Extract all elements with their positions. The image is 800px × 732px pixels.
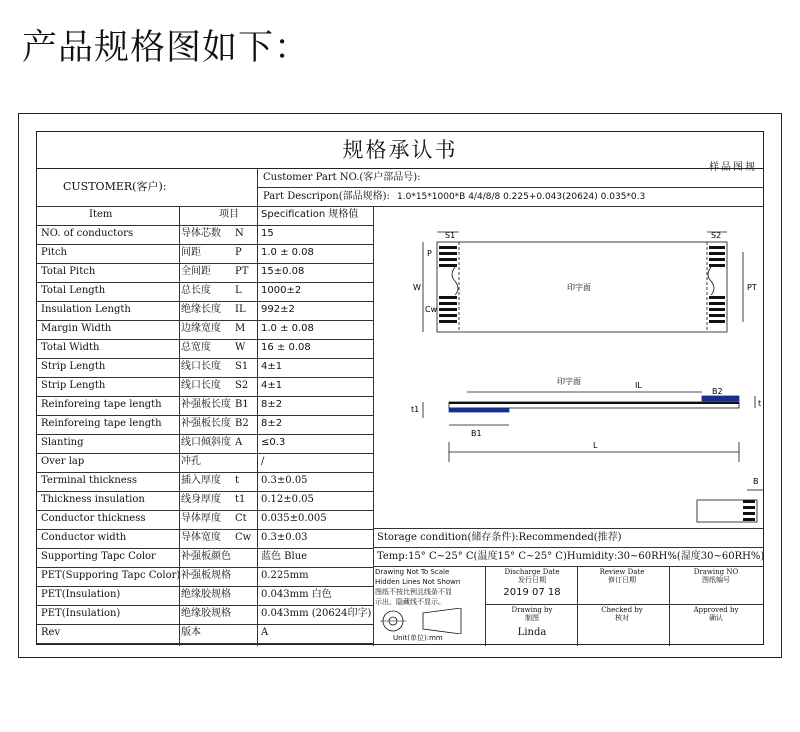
spec-row-label-en: Total Pitch — [41, 266, 96, 277]
spec-sheet-inner — [36, 131, 764, 645]
spec-row-value: 15 — [261, 228, 274, 239]
spec-row-value: 0.043mm 白色 — [261, 589, 332, 600]
spec-row-label-en: Strip Length — [41, 380, 106, 391]
approved-by-label: Approved by — [693, 606, 739, 614]
spec-sheet — [18, 113, 782, 658]
spec-row-label-cn: 线口长度 — [181, 361, 221, 372]
spec-row-label-cn: 线口长度 — [181, 380, 221, 391]
spec-row-label-cn: 间距 — [181, 247, 201, 258]
spec-row-value: 4±1 — [261, 361, 283, 372]
spec-row-label-cn: 绝缘胶规格 — [181, 589, 231, 600]
note-cn-1: 图纸不按比例且线条不显 — [375, 588, 452, 596]
divider — [37, 244, 373, 245]
temperature-humidity: Temp:15° C~25° C(温度15° C~25° C)Humidity:30~60RH%(湿度30~60RH%) — [377, 551, 765, 562]
spec-row-label-en: Thickness insulation — [41, 494, 145, 505]
spec-row-label-cn: 补强板长度 — [181, 418, 231, 429]
spec-row-label-en: PET(Insulation) — [41, 589, 121, 600]
spec-row-label-cn: 总长度 — [181, 285, 211, 296]
spec-row-symbol: Cw — [235, 532, 252, 543]
label-il: IL — [635, 381, 642, 390]
discharge-date-label: Discharge Date — [504, 568, 560, 576]
spec-row-label-en: Margin Width — [41, 323, 112, 334]
drawing-by-label-cn: 制图 — [525, 614, 539, 622]
spec-row-label-cn: 绝缘长度 — [181, 304, 221, 315]
spec-row-symbol: PT — [235, 266, 249, 277]
spec-row-label-cn: 线身厚度 — [181, 494, 221, 505]
discharge-date-value: 2019 07 18 — [503, 587, 561, 598]
spec-row-value: 1.0 ± 0.08 — [261, 247, 314, 258]
review-date-label: Review Date — [599, 568, 645, 576]
storage-condition: Storage condition(储存条件):Recommended(推荐) — [377, 532, 622, 543]
spec-row-symbol: Ct — [235, 513, 247, 524]
spec-row-symbol: IL — [235, 304, 246, 315]
header-spec: Specification 规格值 — [261, 209, 359, 220]
spec-row-label-en: PET(Insulation) — [41, 608, 121, 619]
label-b1: B1 — [471, 429, 482, 438]
spec-row-label-en: Pitch — [41, 247, 67, 258]
drawing-no-label-cn: 图纸编号 — [702, 576, 730, 584]
cable-drawing — [407, 222, 763, 532]
spec-row-label-cn: 边缘宽度 — [181, 323, 221, 334]
spec-row-symbol: M — [235, 323, 246, 334]
discharge-date-label-cn: 发行日期 — [518, 576, 546, 584]
spec-row-symbol: A — [235, 437, 243, 448]
spec-row-value: 0.225mm — [261, 570, 309, 581]
divider — [373, 206, 374, 646]
spec-row-label-cn: 补强板规格 — [181, 570, 231, 581]
spec-row-value: 0.3±0.05 — [261, 475, 308, 486]
divider — [37, 206, 763, 207]
spec-row-label-en: Total Width — [41, 342, 100, 353]
label-b2: B2 — [712, 387, 723, 396]
part-description-label: Part Descripon(部品规格): — [263, 191, 390, 202]
spec-row-value: 1.0 ± 0.08 — [261, 323, 314, 334]
spec-row-value: 8±2 — [261, 399, 283, 410]
spec-row-symbol: B2 — [235, 418, 249, 429]
projection-symbol-icon — [379, 608, 475, 634]
spec-row-value: 0.043mm (20624印字) — [261, 608, 372, 619]
spec-row-label-cn: 冲孔 — [181, 456, 201, 467]
spec-row-value: 1000±2 — [261, 285, 302, 296]
spec-row-label-en: Conductor width — [41, 532, 127, 543]
spec-row-value: 蓝色 Blue — [261, 551, 308, 562]
spec-row-value: 0.12±0.05 — [261, 494, 314, 505]
approved-by-label-cn: 确认 — [709, 614, 723, 622]
spec-row-label-cn: 导体芯数 — [181, 228, 221, 239]
label-p: P — [427, 249, 432, 258]
note-hidden-lines: Hidden Lines Not Shown — [375, 578, 461, 586]
drawing-no-label: Drawing NO — [693, 568, 739, 576]
spec-row-value: 4±1 — [261, 380, 283, 391]
spec-row-symbol: t — [235, 475, 240, 486]
spec-row-label-en: Over lap — [41, 456, 85, 467]
review-date-label-cn: 修订日期 — [608, 576, 636, 584]
label-b: B — [753, 477, 759, 486]
divider — [577, 566, 578, 646]
spec-row-label-cn: 插入厚度 — [181, 475, 221, 486]
label-l: L — [593, 441, 598, 450]
spec-row-label-en: Conductor thickness — [41, 513, 146, 524]
customer-part-no-label: Customer Part NO.(客户部品号): — [263, 172, 421, 183]
sheet-title-sub: 样品图规 — [709, 162, 757, 173]
spec-row-label-cn: 补强板颜色 — [181, 551, 231, 562]
divider — [37, 624, 373, 625]
divider — [373, 566, 763, 567]
spec-row-value: 992±2 — [261, 304, 295, 315]
label-pt: PT — [747, 283, 757, 292]
spec-row-symbol: P — [235, 247, 242, 258]
spec-row-value: 16 ± 0.08 — [261, 342, 311, 353]
label-s2: S2 — [711, 231, 722, 240]
label-t: t — [758, 399, 762, 408]
spec-row-value: ≤0.3 — [261, 437, 286, 448]
spec-row-label-cn: 总宽度 — [181, 342, 211, 353]
sheet-title-text: 规格承认书 — [342, 138, 458, 162]
spec-row-symbol: L — [235, 285, 242, 296]
label-print-face: 印字面 — [567, 283, 591, 292]
spec-row-value: 8±2 — [261, 418, 283, 429]
spec-row-symbol: B1 — [235, 399, 249, 410]
divider — [485, 566, 486, 646]
divider — [669, 566, 670, 646]
customer-label: CUSTOMER(客户): — [63, 180, 167, 193]
label-t1: t1 — [411, 405, 420, 414]
spec-row-value: 0.035±0.005 — [261, 513, 327, 524]
spec-row-value: A — [261, 627, 269, 638]
divider — [257, 206, 258, 646]
label-w: W — [413, 283, 421, 292]
spec-row-label-en: Supporting Tapc Color — [41, 551, 156, 562]
spec-row-label-cn: 全间距 — [181, 266, 211, 277]
divider — [37, 643, 373, 644]
spec-row-label-en: Strip Length — [41, 361, 106, 372]
spec-row-label-cn: 导体厚度 — [181, 513, 221, 524]
divider — [37, 453, 373, 454]
spec-row-label-cn: 补强板长度 — [181, 399, 231, 410]
spec-row-label-en: Total Length — [41, 285, 106, 296]
header-item-cn: 项目 — [219, 209, 239, 220]
sheet-title — [37, 132, 763, 173]
spec-row-label-en: Reinforeing tape length — [41, 399, 162, 410]
page-headline: 产品规格图如下： — [22, 28, 311, 68]
spec-row-value: / — [261, 456, 265, 467]
divider — [485, 604, 763, 605]
spec-row-label-en: Slanting — [41, 437, 84, 448]
spec-row-label-en: Reinforeing tape length — [41, 418, 162, 429]
spec-row-symbol: S2 — [235, 380, 249, 391]
unit-label: Unit(单位):mm — [393, 634, 443, 642]
note-cn-2: 示出，隐藏线不显示。 — [375, 598, 445, 606]
spec-row-label-en: NO. of conductors — [41, 228, 134, 239]
spec-row-value: 0.3±0.03 — [261, 532, 308, 543]
spec-row-symbol: W — [235, 342, 246, 353]
spec-row-label-cn: 线口倾斜度 — [181, 437, 231, 448]
checked-by-label: Checked by — [601, 606, 643, 614]
checked-by-label-cn: 核对 — [615, 614, 629, 622]
spec-row-label-en: Insulation Length — [41, 304, 131, 315]
label-s1: S1 — [445, 231, 456, 240]
header-item: Item — [89, 209, 113, 220]
note-not-to-scale: Drawing Not To Scale — [375, 568, 450, 576]
spec-row-symbol: N — [235, 228, 244, 239]
spec-row-label-cn: 版本 — [181, 627, 201, 638]
drawing-by-label: Drawing by — [511, 606, 553, 614]
spec-row-symbol: t1 — [235, 494, 246, 505]
label-print-face-2: 印字面 — [557, 377, 581, 386]
spec-row-label-cn: 导体宽度 — [181, 532, 221, 543]
spec-row-label-en: PET(Supporing Tapc Color) — [41, 570, 181, 581]
spec-row-label-en: Terminal thickness — [41, 475, 137, 486]
label-cw: Cw — [425, 305, 438, 314]
spec-row-value: 15±0.08 — [261, 266, 305, 277]
spec-row-label-en: Rev — [41, 627, 61, 638]
drawing-by-value: Linda — [517, 627, 547, 638]
spec-row-symbol: S1 — [235, 361, 249, 372]
part-description-value: 1.0*15*1000*B 4/4/8/8 0.225+0.043(20624) 0.035*0.3 — [397, 192, 646, 202]
spec-row-label-cn: 绝缘胶规格 — [181, 608, 231, 619]
